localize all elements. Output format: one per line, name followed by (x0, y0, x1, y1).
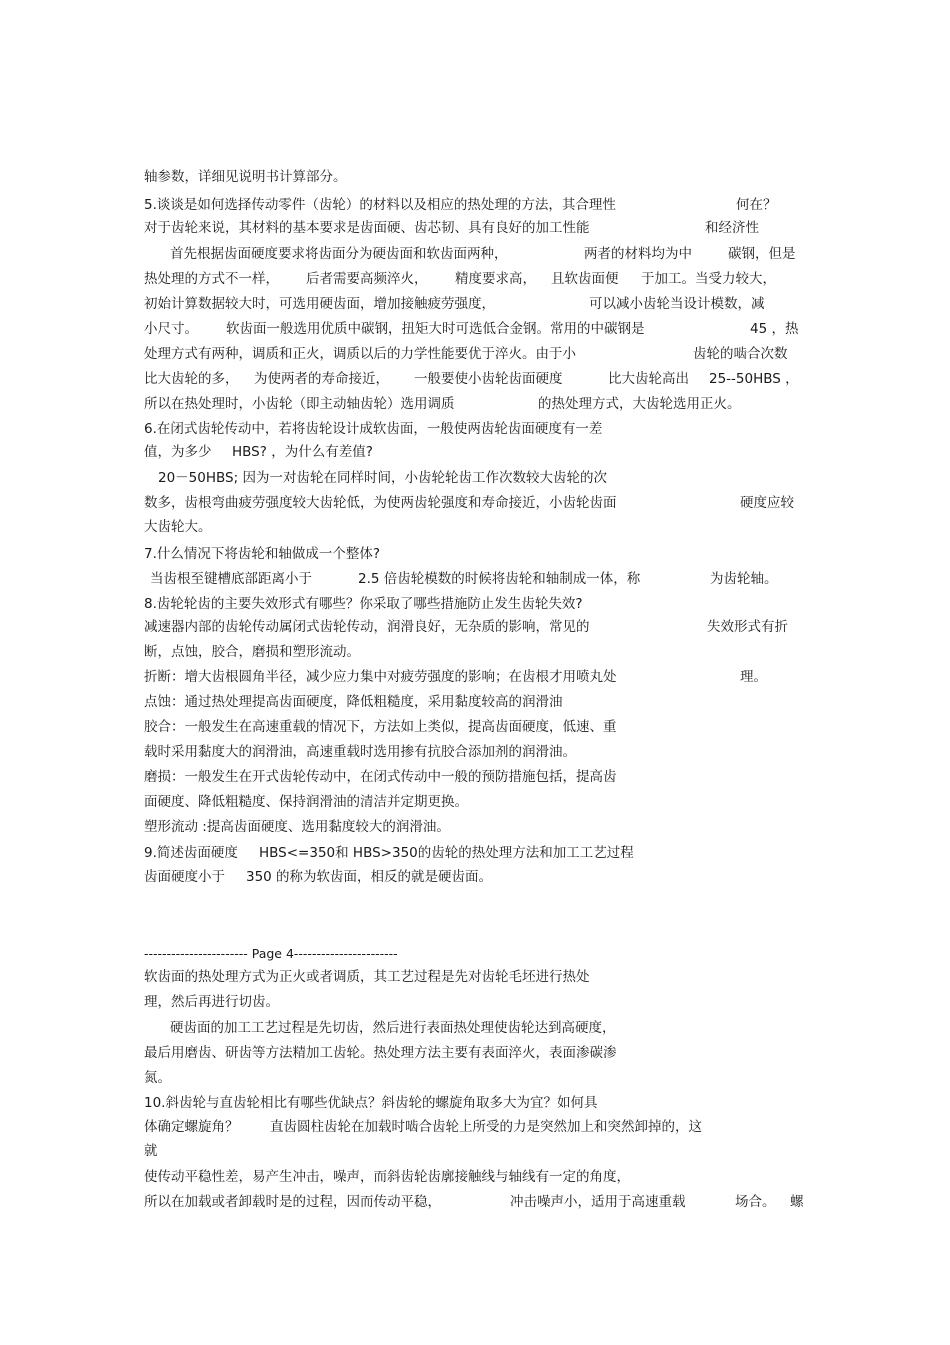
text-segment: 为齿轮轴。 (710, 571, 778, 587)
text-segment: 当齿根至键槽底部距离小于 (150, 571, 312, 587)
text-segment: 5.谈谈是如何选择传动零件（齿轮）的材料以及相应的热处理的方法，其合理性 (144, 197, 616, 213)
text-segment: 减速器内部的齿轮传动属闭式齿轮传动，润滑良好，无杂质的影响，常见的 (144, 619, 590, 635)
text-segment: 20－50HBS; 因为一对齿轮在同样时间，小齿轮轮齿工作次数较大齿轮的次 (158, 470, 607, 486)
text-segment: 场合。 (735, 1194, 776, 1210)
text-segment: 精度要求高， (455, 271, 536, 287)
text-segment: 7.什么情况下将齿轮和轴做成一个整体? (144, 546, 381, 562)
text-segment: 就 (144, 1143, 158, 1159)
text-segment: 和经济性 (705, 220, 759, 236)
text-segment: 且软齿面便 (551, 271, 619, 287)
text-segment: 首先根据齿面硬度要求将齿面分为硬齿面和软齿面两种， (170, 246, 508, 262)
text-segment: 值，为多少 (144, 444, 212, 460)
text-segment: 理。 (740, 669, 767, 685)
text-segment: 轴参数，详细见说明书计算部分。 (144, 169, 347, 185)
text-segment: 点蚀：通过热处理提高齿面硬度，降低粗糙度，采用黏度较高的润滑油 (144, 694, 563, 710)
text-segment: 最后用磨齿、研齿等方法精加工齿轮。热处理方法主要有表面淬火，表面渗碳渗 (144, 1045, 617, 1061)
text-segment: 失效形式有折 (707, 619, 788, 635)
text-segment: 软齿面的热处理方式为正火或者调质，其工艺过程是先对齿轮毛坯进行热处 (144, 969, 590, 985)
text-segment: 所以在热处理时，小齿轮（即主动轴齿轮）选用调质 (144, 396, 455, 412)
text-segment: 于加工。当受力较大， (641, 271, 776, 287)
text-segment: 螺 (790, 1194, 804, 1210)
text-segment: 冲击噪声小，适用于高速重载 (510, 1194, 686, 1210)
text-segment: 数多，齿根弯曲疲劳强度较大齿轮低，为使两齿轮强度和寿命接近，小齿轮齿面 (144, 495, 617, 511)
text-segment: 所以在加载或者卸载时是的过程，因而传动平稳， (144, 1194, 441, 1210)
text-segment: 软齿面一般选用优质中碳钢，扭矩大时可选低合金钢。常用的中碳钢是 (226, 321, 645, 337)
text-segment: 8.齿轮轮齿的主要失效形式有哪些？你采取了哪些措施防止发生齿轮失效? (144, 596, 583, 612)
text-segment: 6.在闭式齿轮传动中，若将齿轮设计成软齿面，一般使两齿轮齿面硬度有一差 (144, 421, 603, 437)
text-segment: 的热处理方式，大齿轮选用正火。 (538, 396, 741, 412)
text-segment: 25--50HBS ， (709, 371, 799, 387)
text-segment: 胶合：一般发生在高速重载的情况下，方法如上类似，提高齿面硬度，低速、重 (144, 719, 617, 735)
text-segment: 比大齿轮的多， (144, 371, 239, 387)
text-segment: 一般要使小齿轮齿面硬度 (414, 371, 563, 387)
text-segment: 磨损：一般发生在开式齿轮传动中，在闭式传动中一般的预防措施包括，提高齿 (144, 769, 617, 785)
text-segment: 硬齿面的加工工艺过程是先切齿，然后进行表面热处理使齿轮达到高硬度， (170, 1020, 616, 1036)
text-segment: 何在？ (736, 197, 777, 213)
text-segment: 9.简述齿面硬度 (144, 845, 238, 861)
text-segment: 齿面硬度小于 (144, 869, 225, 885)
text-segment: 体确定螺旋角？ (144, 1119, 239, 1135)
text-segment: 10.斜齿轮与直齿轮相比有哪些优缺点？斜齿轮的螺旋角取多大为宜？如何具 (144, 1095, 598, 1111)
text-segment: 载时采用黏度大的润滑油，高速重载时选用掺有抗胶合添加剂的润滑油。 (144, 744, 576, 760)
text-segment: 可以减小齿轮当设计模数，减 (589, 296, 765, 312)
text-segment: 断，点蚀，胶合，磨损和塑形流动。 (144, 644, 360, 660)
text-segment: 硬度应较 (740, 495, 794, 511)
text-segment: 折断：增大齿根圆角半径，减少应力集中对疲劳强度的影响；在齿根才用喷丸处 (144, 669, 617, 685)
text-segment: 45 ，热 (750, 321, 799, 337)
text-segment: ----------------------- Page 4----------------------- (144, 946, 398, 961)
text-segment: 后者需要高频淬火， (306, 271, 428, 287)
text-segment: 对于齿轮来说，其材料的基本要求是齿面硬、齿芯韧、具有良好的加工性能 (144, 220, 590, 236)
text-segment: 处理方式有两种，调质和正火，调质以后的力学性能要优于淬火。由于小 (144, 346, 576, 362)
text-segment: HBS? ，为什么有差值? (232, 444, 373, 460)
text-segment: 小尺寸。 (144, 321, 198, 337)
text-segment: 大齿轮大。 (144, 519, 212, 535)
text-segment: 理，然后再进行切齿。 (144, 994, 279, 1010)
text-segment: 两者的材料均为中 (584, 246, 692, 262)
text-segment: 齿轮的啮合次数 (693, 346, 788, 362)
text-segment: 比大齿轮高出 (608, 371, 689, 387)
text-segment: 氮。 (144, 1070, 171, 1086)
text-segment: 塑形流动 :提高齿面硬度、选用黏度较大的润滑油。 (144, 819, 450, 835)
text-segment: HBS<=350和 HBS>350的齿轮的热处理方法和加工工艺过程 (259, 845, 634, 861)
text-segment: 350 的称为软齿面，相反的就是硬齿面。 (246, 869, 493, 885)
text-segment: 2.5 倍齿轮模数的时候将齿轮和轴制成一体，称 (358, 571, 641, 587)
text-segment: 直齿圆柱齿轮在加载时啮合齿轮上所受的力是突然加上和突然卸掉的，这 (270, 1119, 702, 1135)
text-segment: 面硬度、降低粗糙度、保持润滑油的清洁并定期更换。 (144, 794, 468, 810)
text-segment: 使传动平稳性差，易产生冲击，噪声，而斜齿轮齿廓接触线与轴线有一定的角度， (144, 1169, 630, 1185)
text-segment: 热处理的方式不一样， (144, 271, 279, 287)
text-segment: 为使两者的寿命接近， (254, 371, 389, 387)
text-segment: 碳钢，但是 (728, 246, 796, 262)
text-segment: 初始计算数据较大时，可选用硬齿面，增加接触疲劳强度， (144, 296, 495, 312)
